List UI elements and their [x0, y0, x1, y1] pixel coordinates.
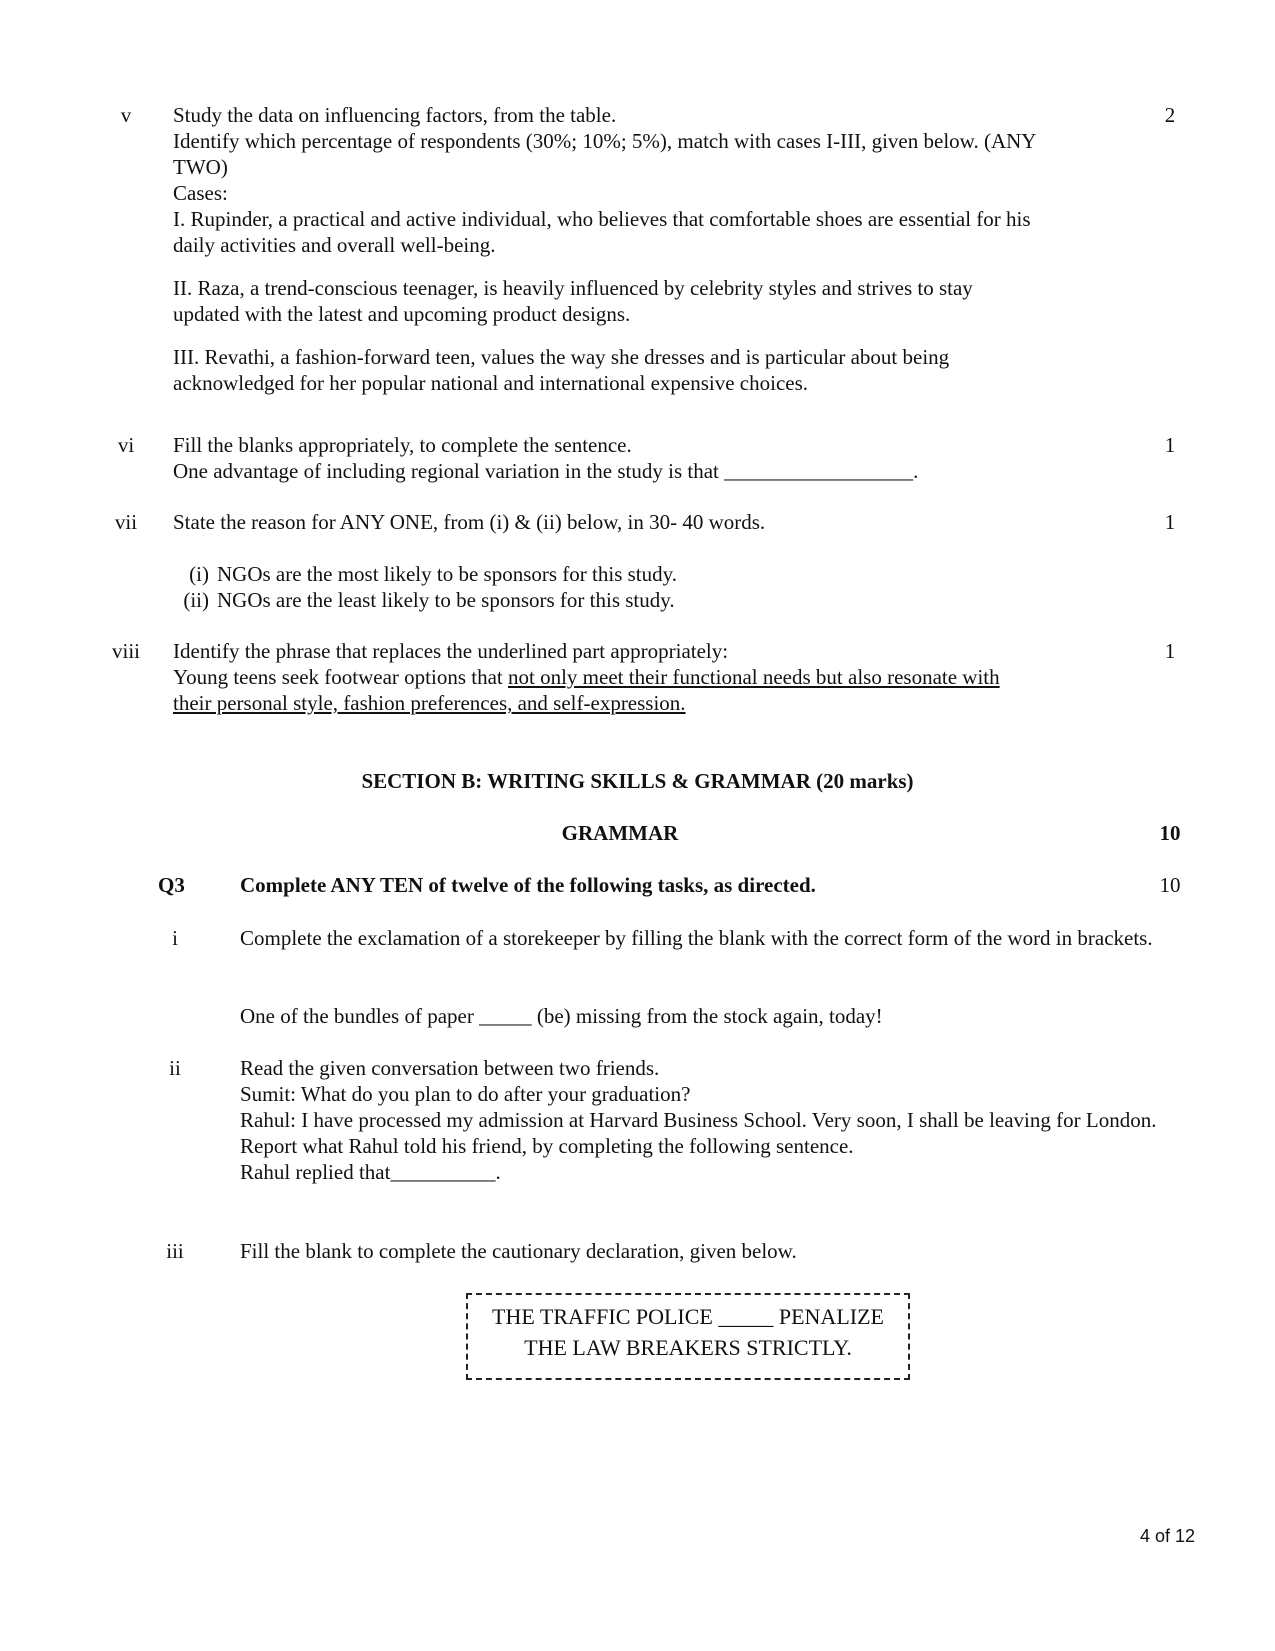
case-1-line: I. Rupinder, a practical and active individual, who believes that comfortable shoes are essential for his: [173, 207, 1031, 231]
case-3-line: III. Revathi, a fashion-forward teen, values the way she dresses and is particular about being: [173, 345, 950, 369]
question-number-vi: vi: [117, 433, 135, 457]
case-3-line: acknowledged for her popular national and international expensive choices.: [173, 371, 809, 395]
q3-item-ii-line: Sumit: What do you plan to do after your graduation?: [240, 1082, 691, 1106]
q3-item-ii-body: [240, 1055, 1195, 1185]
question-viii-line: [173, 664, 1000, 690]
case-2-line: II. Raza, a trend-conscious teenager, is heavily influenced by celebrity styles and strives to stay: [173, 276, 973, 300]
q3-item-ii-line: Rahul replied that__________.: [240, 1160, 501, 1184]
option-text: NGOs are the most likely to be sponsors for this study.: [217, 562, 678, 586]
grammar-marks: 10: [1159, 821, 1181, 845]
q3-marks: 10: [1159, 873, 1181, 897]
marks-viii: 1: [1164, 639, 1176, 663]
cautionary-declaration-box: [466, 1293, 910, 1380]
declaration-line: THE LAW BREAKERS STRICTLY.: [524, 1335, 852, 1360]
question-v-line: TWO): [173, 155, 228, 179]
option-item: [173, 587, 677, 613]
question-v-line: Cases:: [173, 181, 228, 205]
question-number-v: v: [120, 103, 132, 127]
question-viii-line: Identify the phrase that replaces the underlined part appropriately:: [173, 639, 729, 663]
question-v-line: Identify which percentage of respondents (30%; 10%; 5%), match with cases I-III, given below. (ANY: [173, 129, 1037, 153]
question-viii-body: [173, 638, 1000, 716]
q3-item-ii-line: Rahul: I have processed my admission at Harvard Business School. Very soon, I shall be leaving for London.: [240, 1108, 1157, 1132]
q3-label: Q3: [158, 873, 185, 897]
question-vii-options: [173, 561, 677, 613]
q3-item-number-i: i: [172, 926, 178, 950]
q3-item-iii-text: Fill the blank to complete the cautionary declaration, given below.: [240, 1239, 797, 1263]
question-number-viii: viii: [111, 639, 140, 663]
page-number: 4 of 12: [1140, 1526, 1196, 1546]
underlined-phrase: not only meet their functional needs but also resonate with: [508, 665, 1000, 689]
question-v-line: Study the data on influencing factors, from the table.: [173, 103, 617, 127]
question-number-vii: vii: [114, 510, 138, 534]
question-vii-text: State the reason for ANY ONE, from (i) & (ii) below, in 30- 40 words.: [173, 510, 766, 534]
marks-vi: 1: [1164, 433, 1176, 457]
grammar-title: GRAMMAR: [561, 821, 679, 845]
q3-item-number-ii: ii: [169, 1056, 181, 1080]
question-v-body: [173, 102, 1036, 396]
question-vi-line: One advantage of including regional variation in the study is that __________________.: [173, 459, 919, 483]
q3-instruction: Complete ANY TEN of twelve of the following tasks, as directed.: [240, 873, 816, 897]
underlined-phrase: their personal style, fashion preferences, and self-expression.: [173, 691, 686, 715]
question-vi-body: [173, 432, 918, 484]
option-label: (ii): [183, 588, 209, 612]
marks-vii: 1: [1164, 510, 1176, 534]
marks-v: 2: [1164, 103, 1176, 127]
section-b-title: SECTION B: WRITING SKILLS & GRAMMAR (20 marks): [361, 769, 914, 793]
case-2-line: updated with the latest and upcoming product designs.: [173, 302, 631, 326]
q3-item-i-sentence: One of the bundles of paper _____ (be) missing from the stock again, today!: [240, 1004, 883, 1028]
sentence-plain: Young teens seek footwear options that: [173, 665, 508, 689]
option-item: [173, 561, 677, 587]
option-text: NGOs are the least likely to be sponsors for this study.: [217, 588, 675, 612]
question-vi-line: Fill the blanks appropriately, to complete the sentence.: [173, 433, 632, 457]
q3-item-ii-line: Report what Rahul told his friend, by completing the following sentence.: [240, 1134, 854, 1158]
q3-item-number-iii: iii: [166, 1239, 184, 1263]
q3-item-ii-line: Read the given conversation between two friends.: [240, 1056, 660, 1080]
option-label: (i): [189, 562, 209, 586]
q3-item-i-text: Complete the exclamation of a storekeeper by filling the blank with the correct form of the word in brackets.: [240, 926, 1153, 950]
declaration-line: THE TRAFFIC POLICE _____ PENALIZE: [492, 1304, 884, 1329]
case-1-line: daily activities and overall well-being.: [173, 233, 496, 257]
